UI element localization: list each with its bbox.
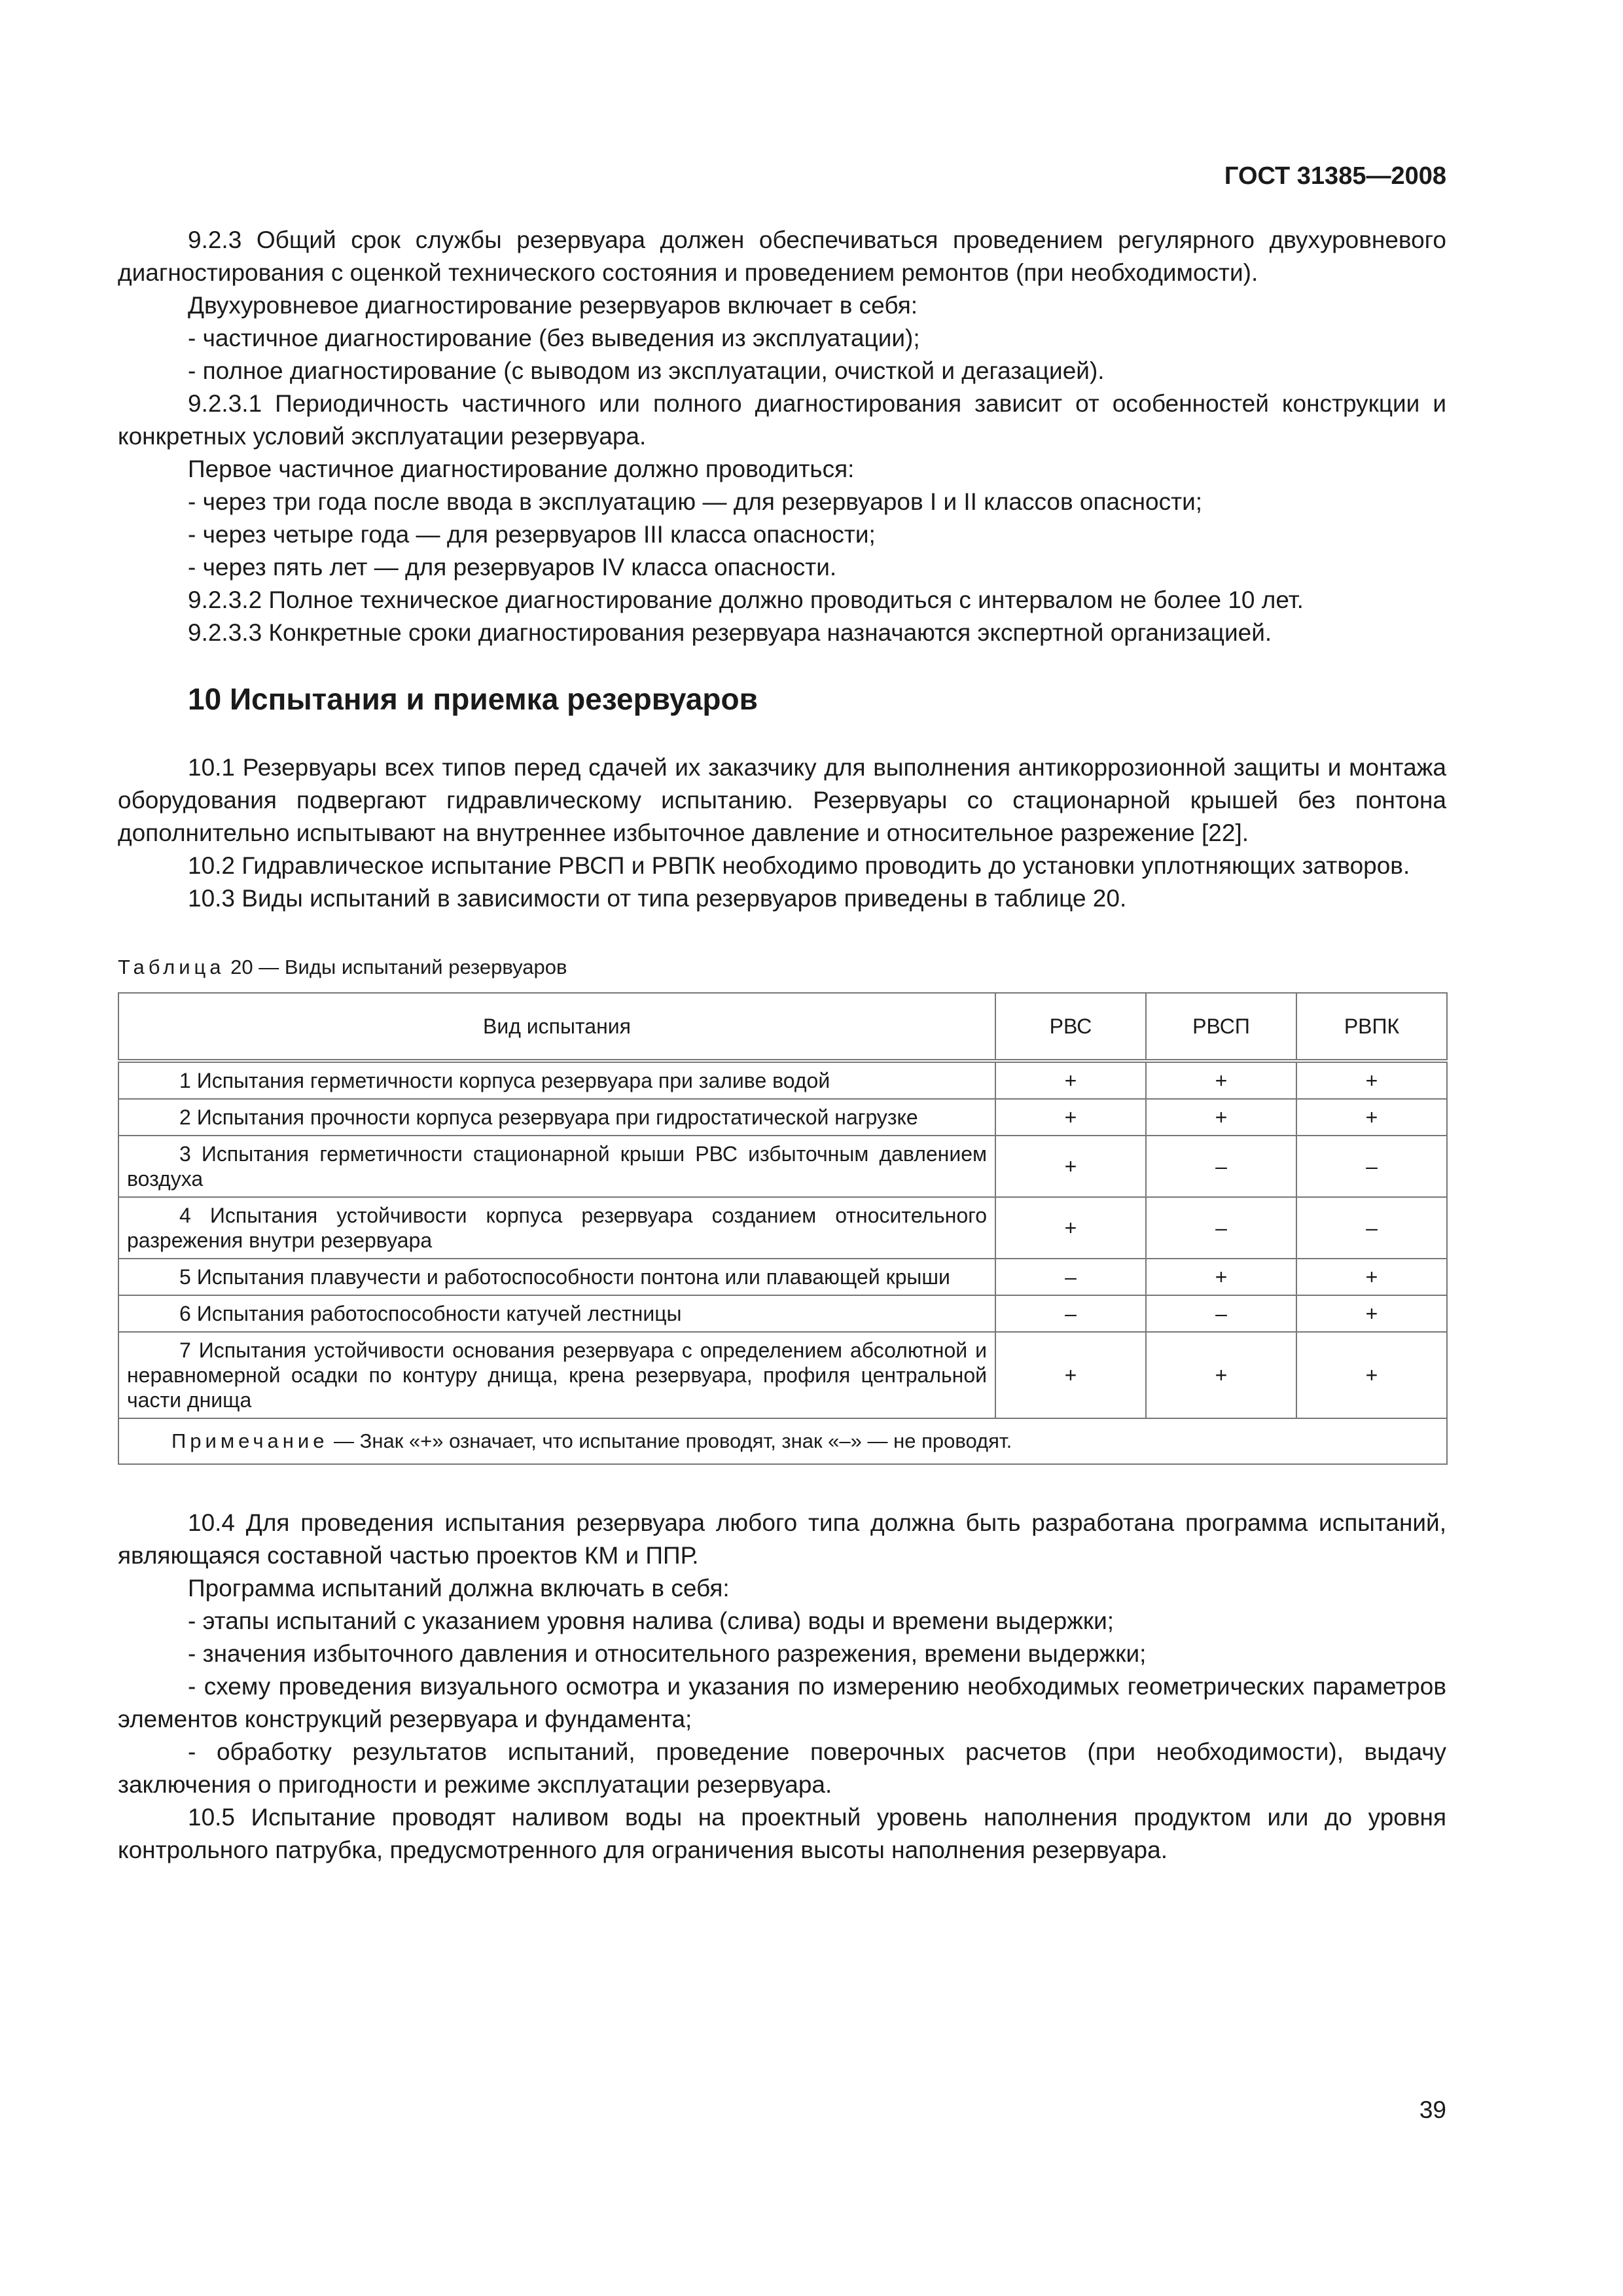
rvs-cell: + <box>995 1099 1146 1136</box>
list-item: - значения избыточного давления и относительного разрежения, времени выдержки; <box>188 1640 1147 1667</box>
paragraph: 10.4 Для проведения испытания резервуара любого типа должна быть разработана программа испытаний, являющаяся составной частью проектов КМ и ППР. <box>118 1509 1446 1569</box>
mid-paragraphs <box>118 751 1446 915</box>
paragraph: 10.3 Виды испытаний в зависимости от типа резервуаров приведены в таблице 20. <box>188 885 1127 912</box>
rvs-cell: – <box>995 1295 1146 1332</box>
rvsp-cell: – <box>1146 1295 1296 1332</box>
rvsp-cell: – <box>1146 1197 1296 1259</box>
paragraph: 9.2.3.2 Полное техническое диагностирование должно проводиться с интервалом не более 10 лет. <box>188 586 1304 613</box>
paragraph: 9.2.3.3 Конкретные сроки диагностирования резервуара назначаются экспертной организацией. <box>188 619 1272 646</box>
header-rvsp: РВСП <box>1146 993 1296 1061</box>
rvs-cell: + <box>995 1197 1146 1259</box>
table-row <box>118 1136 1447 1197</box>
paragraph: 9.2.3.1 Периодичность частичного или полного диагностирования зависит от особенностей конструкции и конкретных условий эксплуатации резервуара. <box>118 390 1446 450</box>
rvs-cell: + <box>995 1061 1146 1099</box>
test-description-cell: 4 Испытания устойчивости корпуса резервуара созданием относительного разрежения внутри резервуара <box>118 1197 995 1259</box>
tests-table <box>118 992 1448 1465</box>
table-row <box>118 1295 1447 1332</box>
test-description-cell: 6 Испытания работоспособности катучей лестницы <box>118 1295 995 1332</box>
table-row <box>118 1259 1447 1295</box>
section-title: 10 Испытания и приемка резервуаров <box>188 682 758 716</box>
paragraph: 10.1 Резервуары всех типов перед сдачей их заказчику для выполнения антикоррозионной защиты и монтажа оборудования подвергают гидравлическому испытанию. Резервуары со стационарной крышей без понтона дополнительно испытывают на внутреннее избыточное давление и относительное разрежение [22]. <box>118 754 1446 846</box>
table-caption-rest: 20 — Виды испытаний резервуаров <box>224 956 567 978</box>
rvpk-cell: + <box>1296 1332 1447 1418</box>
paragraph: 10.2 Гидравлическое испытание РВСП и РВПК необходимо проводить до установки уплотняющих затворов. <box>188 852 1410 879</box>
table-note <box>118 1418 1447 1464</box>
rvpk-cell: – <box>1296 1136 1447 1197</box>
table-row <box>118 1197 1447 1259</box>
note-word: Примечание <box>171 1429 329 1452</box>
list-item: - через пять лет — для резервуаров IV класса опасности. <box>188 554 837 581</box>
table-caption <box>118 954 1446 980</box>
test-description-cell: 5 Испытания плавучести и работоспособности понтона или плавающей крыши <box>118 1259 995 1295</box>
paragraph: Первое частичное диагностирование должно проводиться: <box>188 456 855 482</box>
header-rvs: РВС <box>995 993 1146 1061</box>
test-description-cell: 1 Испытания герметичности корпуса резервуара при заливе водой <box>118 1061 995 1099</box>
rvs-cell: – <box>995 1259 1146 1295</box>
list-item: - этапы испытаний с указанием уровня налива (слива) воды и времени выдержки; <box>188 1607 1115 1634</box>
bottom-paragraphs <box>118 1507 1446 1867</box>
header-test-type: Вид испытания <box>118 993 995 1061</box>
rvs-cell: + <box>995 1136 1146 1197</box>
table-row <box>118 1061 1447 1099</box>
list-item: - через три года после ввода в эксплуатацию — для резервуаров I и II классов опасности; <box>188 488 1203 515</box>
test-description-cell: 2 Испытания прочности корпуса резервуара при гидростатической нагрузке <box>118 1099 995 1136</box>
list-item: - схему проведения визуального осмотра и указания по измерению необходимых геометрических параметров элементов конструкций резервуара и фундамента; <box>118 1673 1446 1732</box>
table-caption-word: Таблица <box>118 956 225 978</box>
top-paragraphs <box>118 224 1446 649</box>
table-header-row <box>118 993 1447 1061</box>
rvsp-cell: + <box>1146 1332 1296 1418</box>
rvpk-cell: + <box>1296 1099 1447 1136</box>
rvsp-cell: + <box>1146 1259 1296 1295</box>
rvsp-cell: – <box>1146 1136 1296 1197</box>
rvsp-cell: + <box>1146 1099 1296 1136</box>
list-item: - через четыре года — для резервуаров III класса опасности; <box>188 521 876 548</box>
note-rest: — Знак «+» означает, что испытание проводят, знак «–» — не проводят. <box>328 1429 1012 1452</box>
header-rvpk: РВПК <box>1296 993 1447 1061</box>
page-number: 39 <box>1419 2096 1446 2123</box>
paragraph: Двухуровневое диагностирование резервуаров включает в себя: <box>188 292 918 319</box>
table-body <box>118 1061 1447 1418</box>
rvpk-cell: + <box>1296 1259 1447 1295</box>
test-description-cell: 7 Испытания устойчивости основания резервуара с определением абсолютной и неравномерной осадки по контуру днища, крена резервуара, профиля центральной части днища <box>118 1332 995 1418</box>
table-row <box>118 1099 1447 1136</box>
table-note-row <box>118 1418 1447 1464</box>
list-item: - обработку результатов испытаний, проведение поверочных расчетов (при необходимости), выдачу заключения о пригодности и режиме эксплуатации резервуара. <box>118 1738 1446 1798</box>
rvpk-cell: – <box>1296 1197 1447 1259</box>
list-item: - частичное диагностирование (без выведения из эксплуатации); <box>188 325 920 351</box>
body-text <box>118 224 1446 1867</box>
test-description-cell: 3 Испытания герметичности стационарной крыши РВС избыточным давлением воздуха <box>118 1136 995 1197</box>
rvsp-cell: + <box>1146 1061 1296 1099</box>
paragraph: 9.2.3 Общий срок службы резервуара должен обеспечиваться проведением регулярного двухуровневого диагностирования с оценкой технического состояния и проведением ремонтов (при необходимости). <box>118 226 1446 286</box>
rvpk-cell: + <box>1296 1295 1447 1332</box>
paragraph: Программа испытаний должна включать в себя: <box>188 1575 730 1602</box>
rvpk-cell: + <box>1296 1061 1447 1099</box>
paragraph: 10.5 Испытание проводят наливом воды на проектный уровень наполнения продуктом или до уровня контрольного патрубка, предусмотренного для ограничения высоты наполнения резервуара. <box>118 1804 1446 1863</box>
rvs-cell: + <box>995 1332 1146 1418</box>
list-item: - полное диагностирование (с выводом из эксплуатации, очисткой и дегазацией). <box>188 357 1105 384</box>
table-row <box>118 1332 1447 1418</box>
standard-header: ГОСТ 31385—2008 <box>1224 162 1446 190</box>
